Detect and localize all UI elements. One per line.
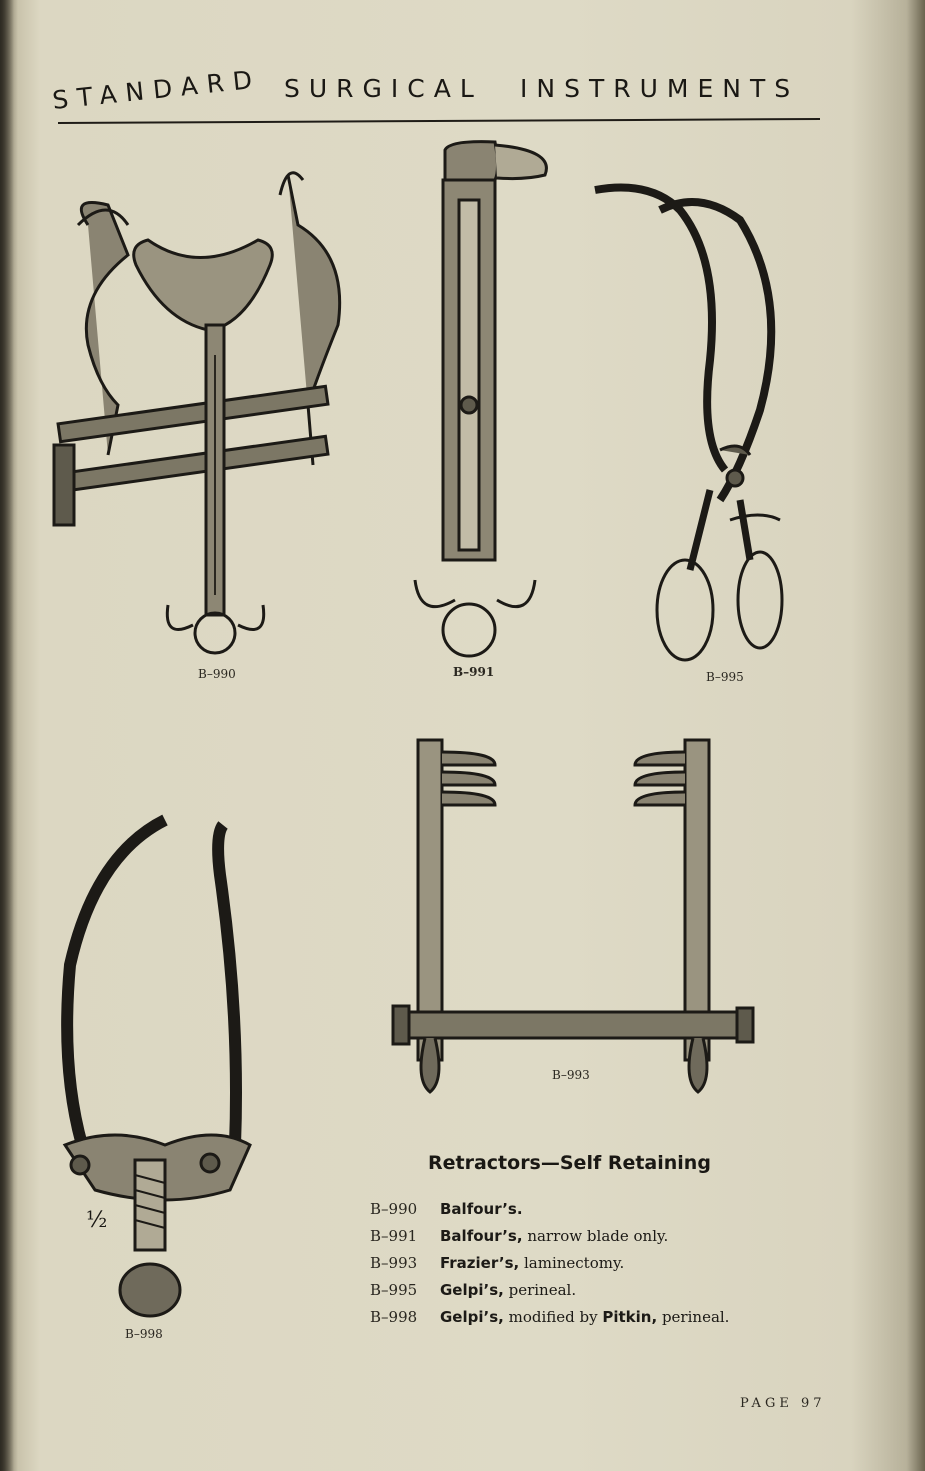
list-item: B–990 Balfour’s.: [370, 1200, 523, 1218]
scale-half-note: ½: [86, 1208, 108, 1233]
figure-label-b995: B–995: [706, 670, 744, 684]
header-word-surgical: SURGICAL: [284, 74, 483, 103]
figure-label-b998: B–998: [125, 1327, 163, 1341]
illustration-b995-gelpi-retractor: [590, 180, 820, 684]
header-word-standard: STANDARD: [50, 64, 263, 115]
illustration-b998-pitkin-gelpi-retractor: [55, 815, 275, 1355]
page-number: PAGE 97: [740, 1396, 826, 1411]
header-word-instruments: INSTRUMENTS: [520, 74, 800, 103]
section-title: Retractors—Self Retaining: [428, 1152, 711, 1174]
page-header: [50, 64, 827, 122]
list-item: B–991 Balfour’s, narrow blade only.: [370, 1227, 669, 1245]
illustration-b993-frazier-retractor: [385, 730, 765, 1100]
illustration-b990-balfour-retractor: [48, 155, 368, 681]
book-spine-shadow: [0, 0, 14, 1471]
figure-label-b990: B–990: [198, 667, 236, 681]
figure-label-b993: B–993: [552, 1068, 590, 1082]
figure-label-b991: B–991: [453, 665, 495, 679]
list-item: B–993 Frazier’s, laminectomy.: [370, 1254, 625, 1272]
illustration-b991-balfour-blade: [405, 140, 555, 679]
list-item: B–995 Gelpi’s, perineal.: [370, 1281, 577, 1299]
list-item: B–998 Gelpi’s, modified by Pitkin, perineal.: [370, 1308, 730, 1326]
